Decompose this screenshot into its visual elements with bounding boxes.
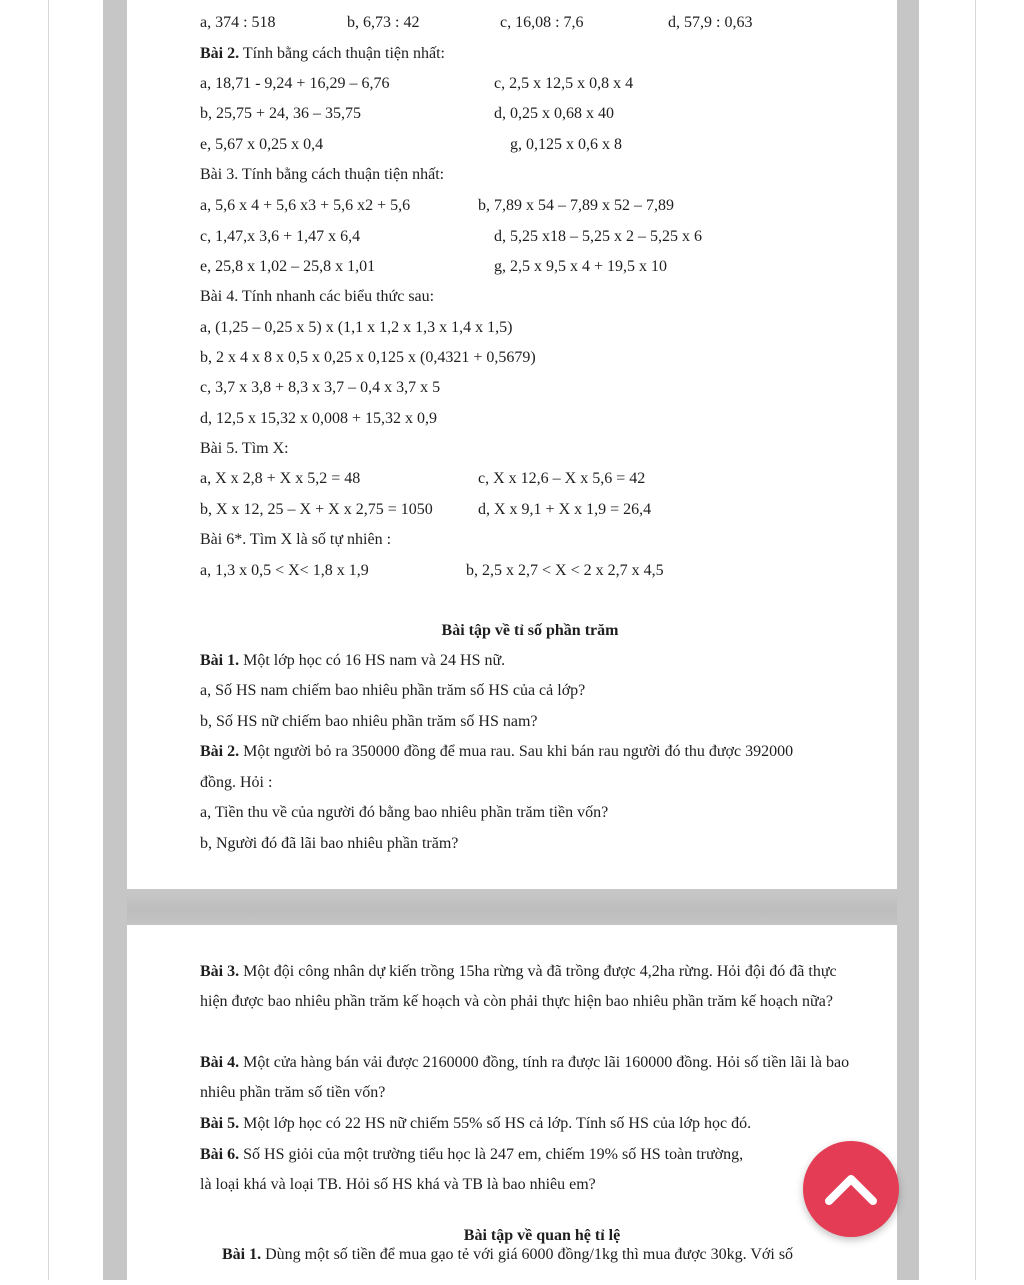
exercise-title: Bài 2. Tính bằng cách thuận tiện nhất: — [200, 45, 445, 62]
exercise-item: b, 25,75 + 24, 36 – 35,75 — [200, 105, 362, 122]
exercise-item: e, 5,67 x 0,25 x 0,4 — [200, 136, 324, 153]
exercise-item: d, 57,9 : 0,63 — [668, 14, 753, 31]
exercise-item: c, 16,08 : 7,6 — [500, 14, 584, 31]
problem: Bài 4. Một cửa hàng bán vải được 2160000 đồng, tính ra được lãi 160000 đồng. Hỏi số tiền lãi là bao nhiêu phần trăm số tiền vốn? — [200, 1054, 850, 1102]
chevron-up-icon — [821, 1161, 881, 1213]
exercise-item: d, 12,5 x 15,32 x 0,008 + 15,32 x 0,9 — [200, 410, 438, 427]
problem-part: a, Tiền thu về của người đó bằng bao nhiêu phần trăm tiền vốn? — [200, 804, 609, 821]
exercise-item: d, X x 9,1 + X x 1,9 = 26,4 — [478, 501, 652, 518]
exercise-item: b, 6,73 : 42 — [347, 14, 420, 31]
exercise-item: c, X x 12,6 – X x 5,6 = 42 — [478, 470, 646, 487]
problem: Bài 1. Một lớp học có 16 HS nam và 24 HS nữ. — [200, 652, 506, 669]
exercise-item: b, 7,89 x 54 – 7,89 x 52 – 7,89 — [478, 197, 674, 214]
scroll-to-top-button[interactable] — [803, 1141, 899, 1237]
exercise-title: Bài 5. Tìm X: — [200, 440, 289, 457]
exercise-item: a, 5,6 x 4 + 5,6 x3 + 5,6 x2 + 5,6 — [200, 197, 411, 214]
exercise-item: g, 2,5 x 9,5 x 4 + 19,5 x 10 — [494, 258, 668, 275]
problem-cont: đồng. Hỏi : — [200, 774, 273, 791]
exercise-item: c, 2,5 x 12,5 x 0,8 x 4 — [494, 75, 634, 92]
exercise-item: g, 0,125 x 0,6 x 8 — [510, 136, 622, 153]
exercise-title: Bài 6*. Tìm X là số tự nhiên : — [200, 531, 392, 548]
problem: Bài 3. Một đội công nhân dự kiến trồng 15ha rừng và đã trồng được 4,2ha rừng. Hỏi đội đó đã thực hiện được bao nhiêu phần trăm kế hoạch và còn phải thực hiện bao nhiêu phần trăm kế hoạch nữa? — [200, 963, 837, 1011]
exercise-item: b, 2 x 4 x 8 x 0,5 x 0,25 x 0,125 x (0,4321 + 0,5679) — [200, 349, 536, 366]
exercise-item: b, X x 12, 25 – X + X x 2,75 = 1050 — [200, 501, 433, 518]
exercise-item: c, 1,47,x 3,6 + 1,47 x 6,4 — [200, 228, 361, 245]
problem-part: b, Số HS nữ chiếm bao nhiêu phần trăm số HS nam? — [200, 713, 538, 730]
exercise-title: Bài 3. Tính bằng cách thuận tiện nhất: — [200, 166, 445, 183]
exercise-title: Bài 4. Tính nhanh các biểu thức sau: — [200, 288, 435, 305]
problem: Bài 6. Số HS giỏi của một trường tiểu học là 247 em, chiếm 19% số HS toàn trường, — [200, 1146, 744, 1163]
exercise-item: a, 1,3 x 0,5 < X< 1,8 x 1,9 — [200, 562, 369, 579]
page-gap — [127, 889, 897, 925]
exercise-item: d, 5,25 x18 – 5,25 x 2 – 5,25 x 6 — [494, 228, 702, 245]
problem-cont: là loại khá và loại TB. Hỏi số HS khá và TB là bao nhiêu em? — [200, 1176, 596, 1193]
exercise-item: a, 18,71 - 9,24 + 16,29 – 6,76 — [200, 75, 390, 92]
exercise-item: b, 2,5 x 2,7 < X < 2 x 2,7 x 4,5 — [466, 562, 664, 579]
exercise-item: a, 374 : 518 — [200, 14, 276, 31]
problem: Bài 2. Một người bỏ ra 350000 đồng để mua rau. Sau khi bán rau người đó thu được 392000 — [200, 743, 794, 760]
exercise-item: c, 3,7 x 3,8 + 8,3 x 3,7 – 0,4 x 3,7 x 5 — [200, 379, 441, 396]
problem-part: a, Số HS nam chiếm bao nhiêu phần trăm số HS của cả lớp? — [200, 682, 586, 699]
section-heading: Bài tập về tỉ số phần trăm — [441, 622, 619, 639]
exercise-item: a, X x 2,8 + X x 5,2 = 48 — [200, 470, 361, 487]
exercise-item: d, 0,25 x 0,68 x 40 — [494, 105, 614, 122]
problem-part: b, Người đó đã lãi bao nhiêu phần trăm? — [200, 835, 459, 852]
section-heading: Bài tập về quan hệ tỉ lệ — [463, 1227, 621, 1244]
exercise-item: a, (1,25 – 0,25 x 5) x (1,1 x 1,2 x 1,3 x 1,4 x 1,5) — [200, 319, 513, 336]
exercise-item: e, 25,8 x 1,02 – 25,8 x 1,01 — [200, 258, 376, 275]
problem: Bài 1. Dùng một số tiền để mua gạo tẻ với giá 6000 đồng/1kg thì mua được 30kg. Với số — [222, 1246, 794, 1263]
problem: Bài 5. Một lớp học có 22 HS nữ chiếm 55% số HS cả lớp. Tính số HS của lớp học đó. — [200, 1115, 752, 1132]
